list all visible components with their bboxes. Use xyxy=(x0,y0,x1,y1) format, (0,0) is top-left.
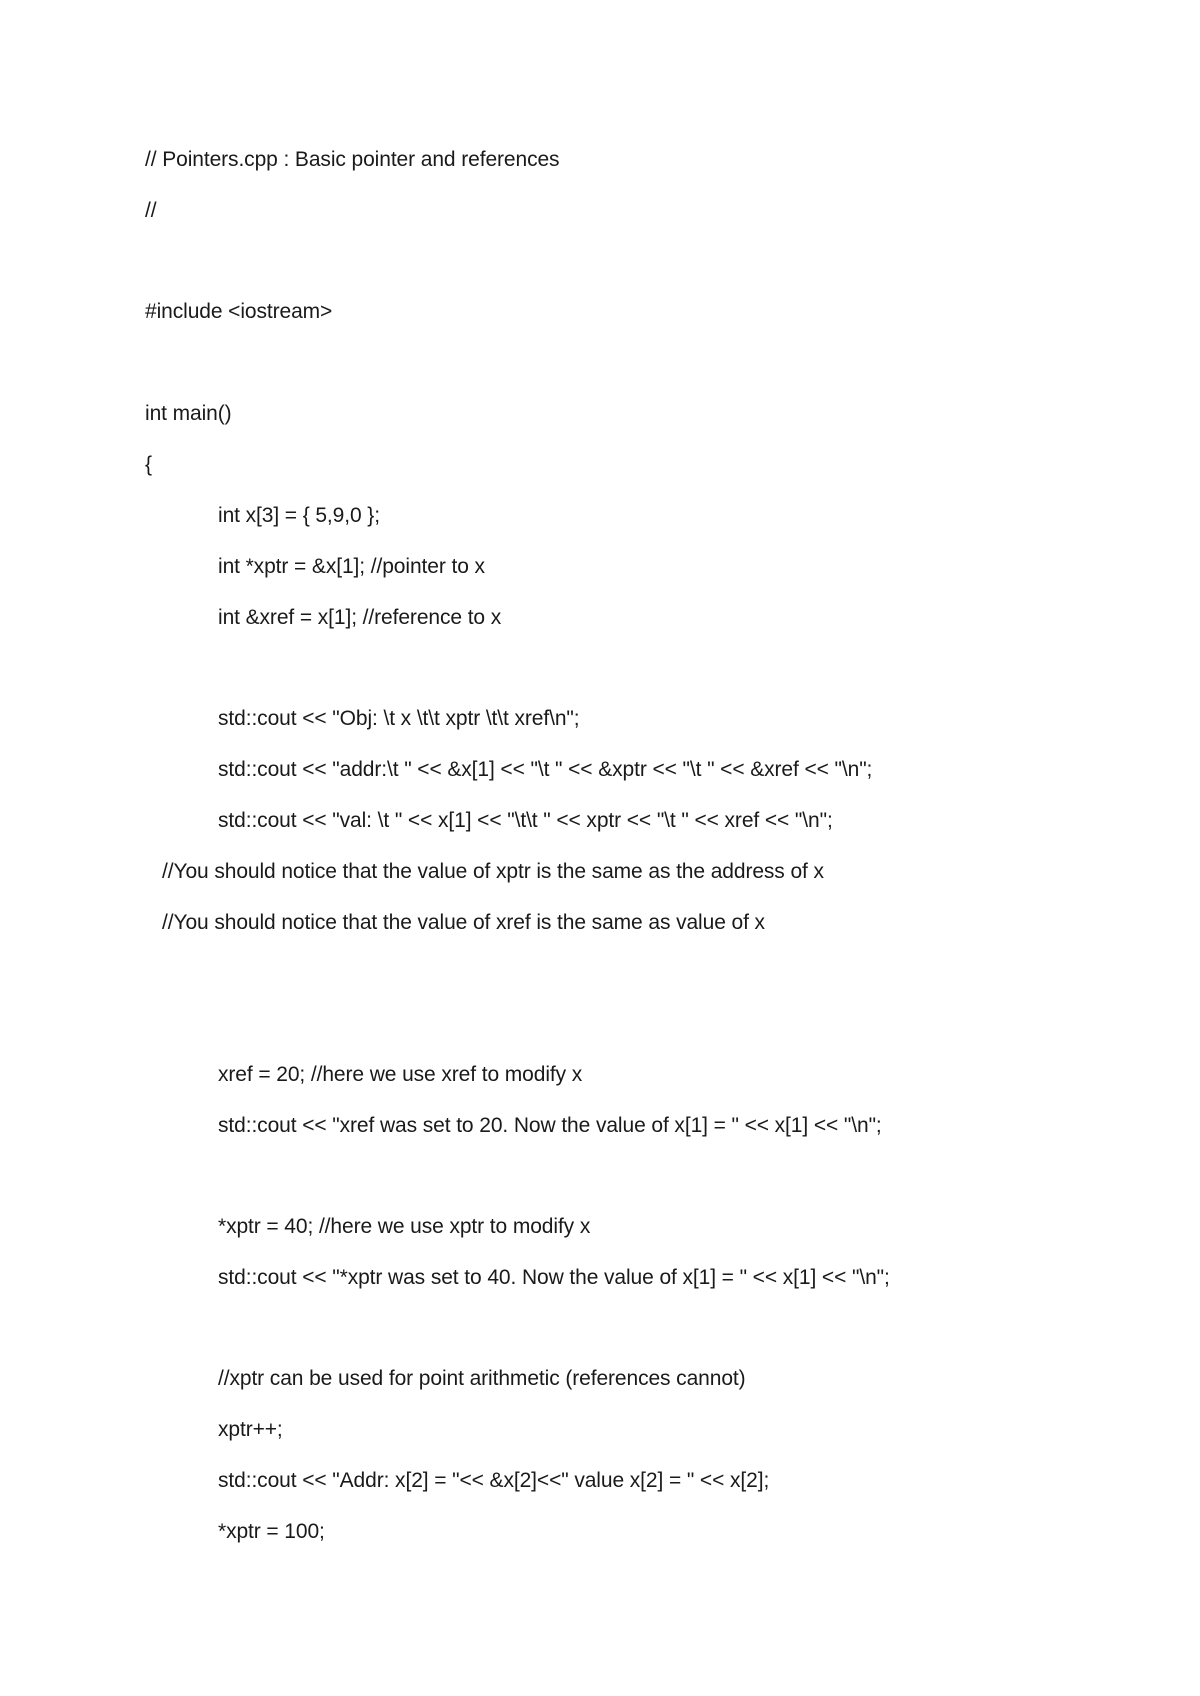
code-line-reference-decl: int &xref = x[1]; //reference to x xyxy=(218,606,502,629)
code-line-note-xref: //You should notice that the value of xref is the same as value of x xyxy=(162,911,765,934)
code-line-empty-comment: // xyxy=(145,199,157,222)
code-line-include: #include <iostream> xyxy=(145,300,333,323)
code-line-pointer-decl: int *xptr = &x[1]; //pointer to x xyxy=(218,555,485,578)
code-line-xptr-increment: xptr++; xyxy=(218,1418,283,1441)
code-line-cout-xref: std::cout << "xref was set to 20. Now the value of x[1] = " << x[1] << "\n"; xyxy=(218,1114,882,1137)
code-line-arith-comment: //xptr can be used for point arithmetic (references cannot) xyxy=(218,1367,746,1390)
code-line-main-signature: int main() xyxy=(145,402,232,425)
code-line-open-brace: { xyxy=(145,453,152,476)
code-line-xptr-set-100: *xptr = 100; xyxy=(218,1520,325,1543)
code-line-header-comment: // Pointers.cpp : Basic pointer and references xyxy=(145,148,560,171)
code-line-cout-val: std::cout << "val: \t " << x[1] << "\t\t " << xptr << "\t " << xref << "\n"; xyxy=(218,809,833,832)
code-line-cout-addr: std::cout << "addr:\t " << &x[1] << "\t " << &xptr << "\t " << &xref << "\n"; xyxy=(218,758,873,781)
code-line-cout-addr-x2: std::cout << "Addr: x[2] = "<< &x[2]<<" value x[2] = " << x[2]; xyxy=(218,1469,770,1492)
code-line-note-xptr: //You should notice that the value of xptr is the same as the address of x xyxy=(162,860,824,883)
code-line-xptr-assign: *xptr = 40; //here we use xptr to modify x xyxy=(218,1215,591,1238)
code-line-cout-xptr: std::cout << "*xptr was set to 40. Now the value of x[1] = " << x[1] << "\n"; xyxy=(218,1266,890,1289)
code-line-array-decl: int x[3] = { 5,9,0 }; xyxy=(218,504,380,527)
code-line-xref-assign: xref = 20; //here we use xref to modify x xyxy=(218,1063,583,1086)
code-line-cout-header: std::cout << "Obj: \t x \t\t xptr \t\t xref\n"; xyxy=(218,707,580,730)
